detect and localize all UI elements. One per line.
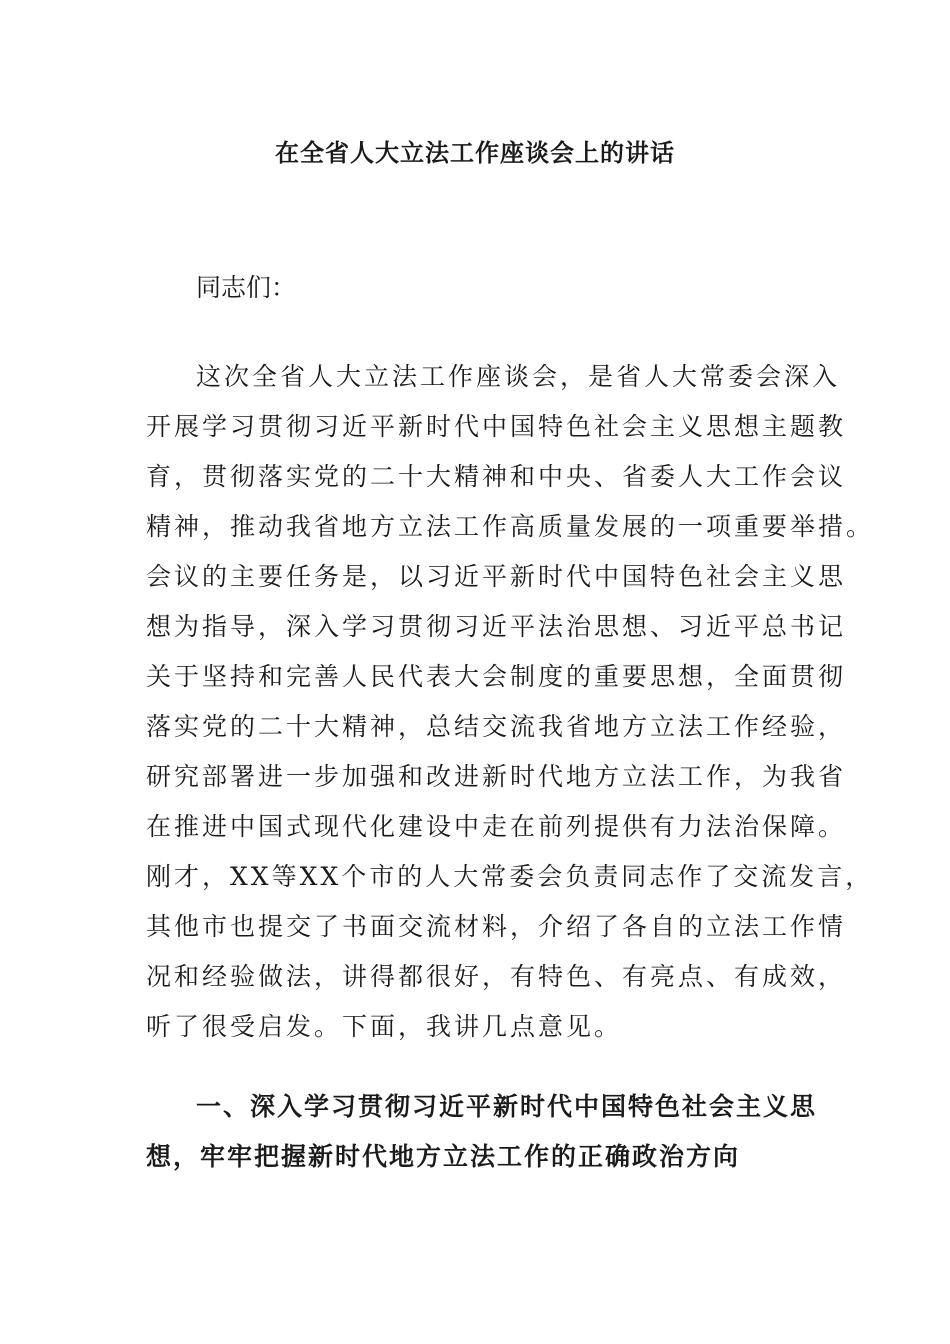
body-paragraph [146, 352, 875, 1052]
paragraph-line: 想为指导，深入学习贯彻习近平法治思想、习近平总书记 [146, 612, 847, 641]
paragraph-line: 在推进中国式现代化建设中走在前列提供有力法治保障。 [146, 812, 847, 841]
heading-line: 想，牢牢把握新时代地方立法工作的正确政治方向 [146, 1142, 741, 1171]
document-title: 在全省人大立法工作座谈会上的讲话 [275, 138, 675, 167]
paragraph-line: 其他市也提交了书面交流材料，介绍了各自的立法工作情 [146, 912, 847, 941]
heading-line: 一、深入学习贯彻习近平新时代中国特色社会主义思 [196, 1092, 818, 1121]
paragraph-line: 精神，推动我省地方立法工作高质量发展的一项重要举措。 [146, 512, 875, 541]
paragraph-line: 会议的主要任务是，以习近平新时代中国特色社会主义思 [146, 562, 847, 591]
paragraph-line: 落实党的二十大精神，总结交流我省地方立法工作经验， [146, 712, 847, 741]
paragraph-line: 开展学习贯彻习近平新时代中国特色社会主义思想主题教 [146, 412, 847, 441]
paragraph-line: 听了很受启发。下面，我讲几点意见。 [146, 1012, 623, 1041]
salutation: 同志们： [196, 273, 297, 302]
paragraph-line: 况和经验做法，讲得都很好，有特色、有亮点、有成效， [146, 962, 847, 991]
paragraph-line: 这次全省人大立法工作座谈会，是省人大常委会深入 [196, 362, 841, 391]
section-heading [146, 1082, 826, 1182]
paragraph-line: 研究部署进一步加强和改进新时代地方立法工作，为我省 [146, 762, 847, 791]
paragraph-line: 刚才，XX等XX个市的人大常委会负责同志作了交流发言， [146, 862, 874, 891]
paragraph-line: 关于坚持和完善人民代表大会制度的重要思想，全面贯彻 [146, 662, 847, 691]
paragraph-line: 育，贯彻落实党的二十大精神和中央、省委人大工作会议 [146, 462, 847, 491]
